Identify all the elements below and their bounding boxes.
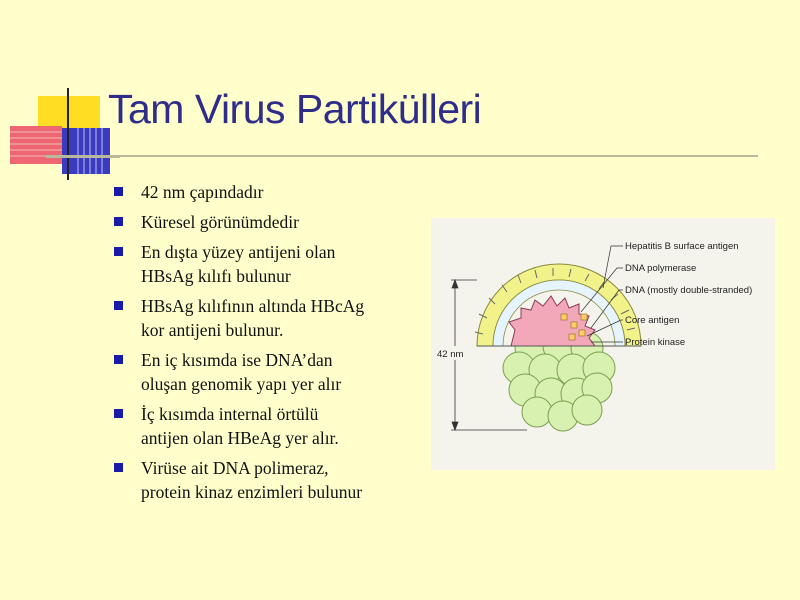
title-divider [46,155,758,157]
bullet-text: Küresel görünümdedir [141,212,299,232]
dna-label: DNA (mostly double-stranded) [625,285,753,296]
page-title: Tam Virus Partikülleri [108,86,482,132]
list-item [112,456,432,504]
bullet-square-icon [114,355,123,364]
bullet-square-icon [114,247,123,256]
bullet-text: protein kinaz enzimleri bulunur [141,482,363,502]
surface-antigen-label: Hepatitis B surface antigen [625,241,739,252]
bullet-text: oluşan genomik yapı yer alır [141,374,342,394]
bullet-text: 42 nm çapındadır [141,182,264,202]
bullet-text: İç kısımda internal örtülü [141,404,319,424]
list-item [112,402,432,450]
bullet-list [112,180,432,510]
bullet-square-icon [114,187,123,196]
list-item [112,294,432,342]
virus-diagram [431,218,775,470]
decorative-squares-icon [0,0,120,190]
bullet-text: kor antijeni bulunur. [141,320,284,340]
size-label: 42 nm [437,349,464,360]
list-item [112,180,432,204]
bullet-square-icon [114,217,123,226]
dna-polymerase-label: DNA polymerase [625,263,697,274]
bullet-text: En dışta yüzey antijeni olan [141,242,336,262]
bullet-text: HBsAg kılıfı bulunur [141,266,291,286]
bullet-text: antijen olan HBeAg yer alır. [141,428,339,448]
list-item [112,348,432,396]
list-item [112,240,432,288]
list-item [112,210,432,234]
bullet-text: En iç kısımda ise DNA’dan [141,350,333,370]
bullet-text: Virüse ait DNA polimeraz, [141,458,329,478]
bullet-square-icon [114,409,123,418]
bullet-square-icon [114,301,123,310]
bullet-square-icon [114,463,123,472]
bullet-text: HBsAg kılıfının altında HBcAg [141,296,365,316]
protein-kinase-label: Protein kinase [625,337,686,348]
core-antigen-label: Core antigen [625,315,680,326]
